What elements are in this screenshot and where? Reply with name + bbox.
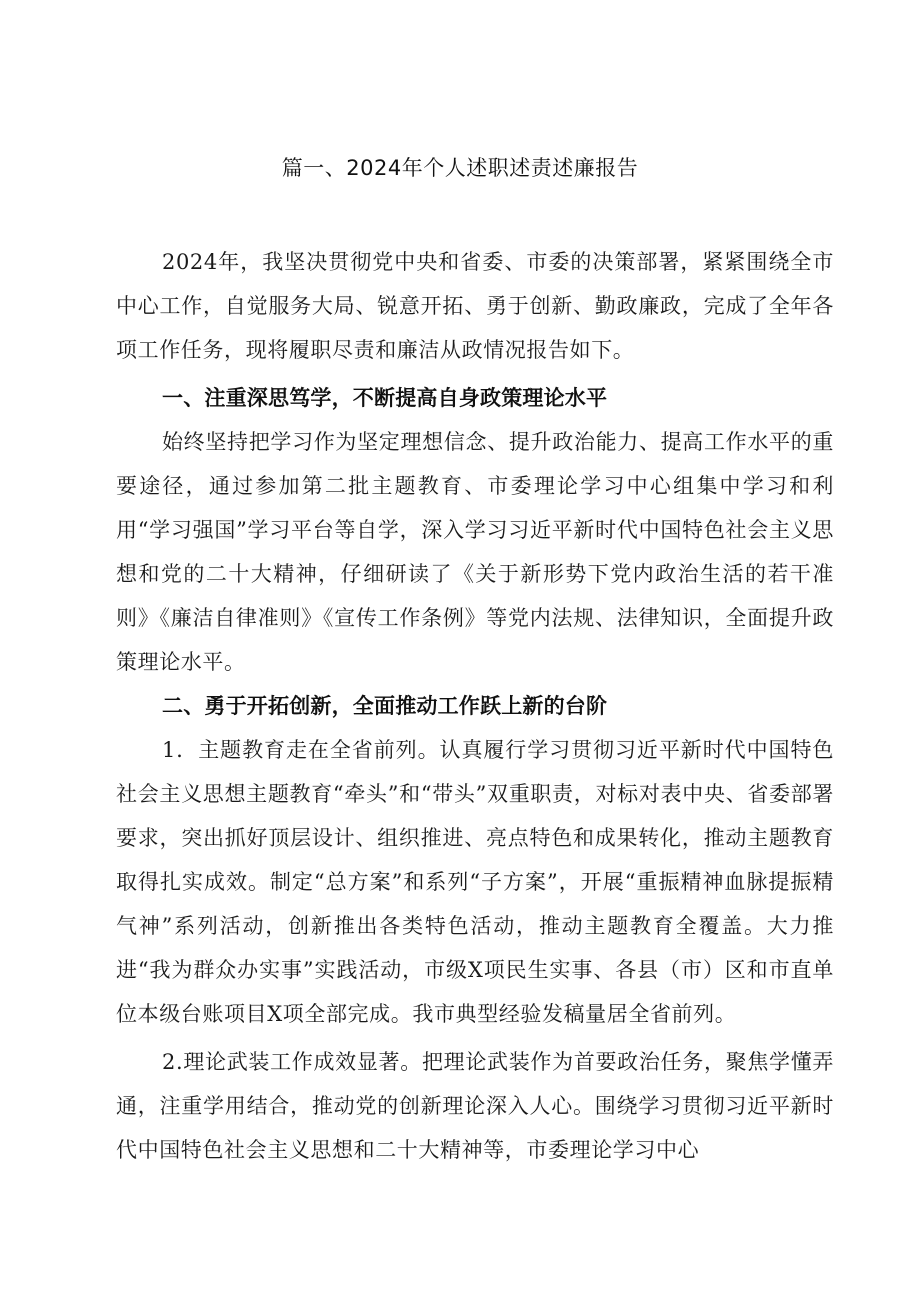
document-body bbox=[116, 240, 834, 1172]
section-heading-2: 二、勇于开拓创新，全面推动工作跃上新的台阶 bbox=[162, 694, 608, 718]
page-title: 篇一、2024年个人述职述责述廉报告 bbox=[281, 156, 639, 180]
section-heading-1: 一、注重深思笃学，不断提高自身政策理论水平 bbox=[162, 386, 608, 410]
section-1-paragraph: 始终坚持把学习作为坚定理想信念、提升政治能力、提高工作水平的重要途径，通过参加第二批主题教育、市委理论学习中心组集中学习和利用“学习强国”学习平台等自学，深入学习习近平新时代中国特色社会主义思想和党的二十大精神，仔细研读了《关于新形势下党内政治生活的若干准则》《廉洁自律准则》《宣传工作条例》等党内法规、法律知识，全面提升政策理论水平。 bbox=[116, 430, 834, 674]
intro-paragraph: 2024年，我坚决贯彻党中央和省委、市委的决策部署，紧紧围绕全市中心工作，自觉服务大局、锐意开拓、勇于创新、勤政廉政，完成了全年各项工作任务，现将履职尽责和廉洁从政情况报告如下。 bbox=[116, 250, 834, 362]
item-1-paragraph: 1．主题教育走在全省前列。认真履行学习贯彻习近平新时代中国特色社会主义思想主题教育“牵头”和“带头”双重职责，对标对表中央、省委部署要求，突出抓好顶层设计、组织推进、亮点特色和成果转化，推动主题教育取得扎实成效。制定“总方案”和系列“子方案”，开展“重振精神血脉提振精气神”系列活动，创新推出各类特色活动，推动主题教育全覆盖。大力推进“我为群众办实事”实践活动，市级X项民生实事、各县（市）区和市直单位本级台账项目X项全部完成。我市典型经验发稿量居全省前列。 bbox=[116, 738, 834, 1026]
item-2-paragraph: 2.理论武装工作成效显著。把理论武装作为首要政治任务，聚焦学懂弄通，注重学用结合，推动党的创新理论深入人心。围绕学习贯彻习近平新时代中国特色社会主义思想和二十大精神等，市委理论学习中心 bbox=[116, 1050, 834, 1162]
